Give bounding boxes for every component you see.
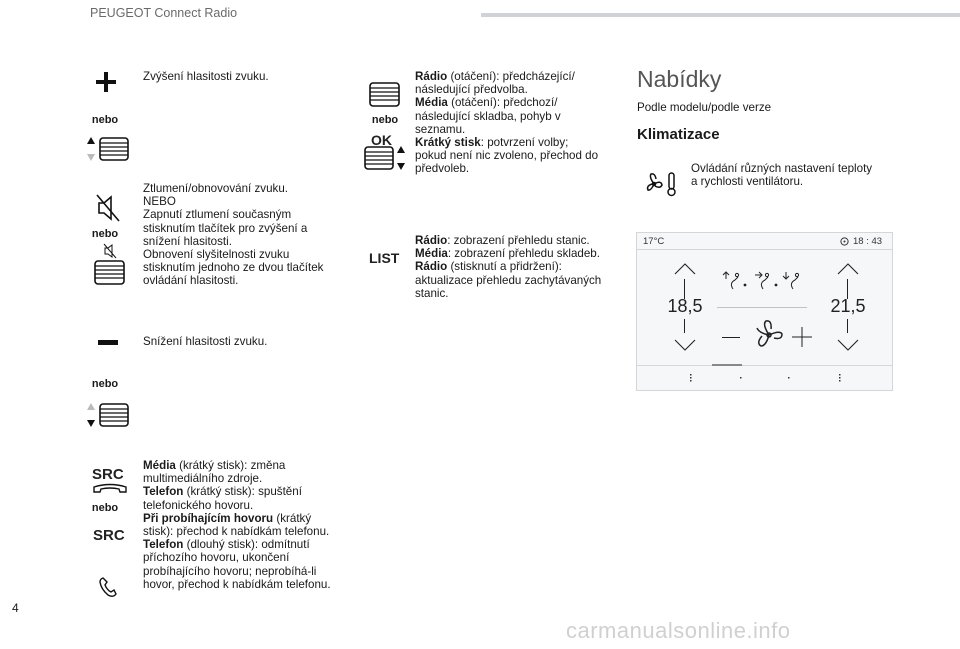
left-temp-tick-bottom: [684, 319, 685, 333]
climate-icon: [645, 171, 683, 197]
bottom-toolbar-icons[interactable]: [687, 373, 847, 383]
src-text: Média (krátký stisk): změna multimediálního zdroje. Telefon (krátký stisk): spuštění telefonického hovoru. Při probíhajícím hovoru (krátký stisk): přechod k nabídkám telefonu. Telefon (dlouhý stisk): odmítnutí příchozího hovoru, ukončení probíhajícího hovoru; neprobíhá-li hovor, přechod k nabídkám telefonu.: [143, 459, 331, 591]
right-temp-tick-bottom: [847, 319, 848, 333]
plus-icon: [96, 72, 116, 92]
subsection-title: Klimatizace: [637, 126, 720, 143]
list-text: Rádio: zobrazení přehledu stanic. Média: zobrazení přehledu skladeb. Rádio (stisknutí a přidržení): aktualizace přehledu zachytávaných stanic.: [415, 234, 602, 300]
right-temperature: 21,5: [830, 296, 866, 316]
radio-text: Rádio (otáčení): předcházející/ následující předvolba. Média (otáčení): předchozí/ následující skladba, pohyb v seznamu. Krátký stisk: potvrzení volby; pokud není nic zvoleno, přechod do předvoleb.: [415, 70, 599, 176]
left-temp-down-chevron[interactable]: [674, 339, 696, 351]
right-temp-up-chevron[interactable]: [837, 263, 859, 275]
nebo-label: nebo: [91, 114, 119, 126]
list-label: LIST: [369, 250, 400, 266]
fan-increase-button[interactable]: [792, 327, 812, 347]
section-title: Nabídky: [637, 66, 722, 92]
volume-wheel-down-icon: [88, 403, 130, 429]
minus-icon: [98, 340, 118, 346]
left-temperature: 18,5: [667, 296, 703, 316]
mute-text: Ztlumení/obnovování zvuku. NEBO Zapnutí ztlumení současným stisknutím tlačítek pro zvýšení a snížení hlasitosti. Obnovení slyšitelnosti zvuku stisknutím jednoho ze dvou tlačítek ovládání hlasitosti.: [143, 182, 324, 288]
climate-screen: [636, 232, 893, 391]
src-label: SRC: [92, 466, 124, 483]
nebo-label: nebo: [371, 114, 399, 126]
nebo-label: nebo: [91, 378, 119, 390]
divider: [717, 307, 807, 308]
section-subtitle: Podle modelu/podle verze: [637, 101, 772, 114]
right-temp-down-chevron[interactable]: [837, 339, 859, 351]
volume-wheel-icon: [94, 260, 126, 286]
nebo-label: nebo: [91, 228, 119, 240]
active-tab-indicator: [712, 364, 742, 366]
volume-down-text: Snížení hlasitosti zvuku.: [143, 335, 268, 348]
fan-icon: [754, 320, 784, 350]
ok-label: OK: [371, 132, 392, 148]
small-mute-icon: [104, 244, 116, 258]
climate-text: Ovládání různých nastavení teploty a rychlosti ventilátoru.: [691, 162, 873, 189]
volume-wheel-up-icon: [88, 137, 130, 163]
clock-icon: [840, 237, 849, 246]
fan-decrease-button[interactable]: [722, 337, 740, 338]
left-temp-up-chevron[interactable]: [674, 263, 696, 275]
toolbar-divider: [637, 365, 892, 366]
nebo-label: nebo: [91, 502, 119, 514]
air-distribution-icons[interactable]: [723, 271, 811, 291]
phone-handset-icon: [92, 484, 128, 496]
page-number: 4: [12, 601, 19, 615]
tuning-wheel-arrows-icon: [364, 146, 406, 172]
speaker-mute-icon: [97, 195, 119, 221]
tuning-wheel-icon: [369, 82, 401, 108]
outside-temperature: 17°C: [643, 236, 665, 247]
watermark: carmanualsonline.info: [566, 618, 791, 643]
volume-up-text: Zvýšení hlasitosti zvuku.: [143, 70, 269, 83]
clock: 18 : 43: [853, 236, 883, 247]
header-rule: [481, 13, 960, 17]
phone-call-icon: [99, 576, 117, 598]
src-label: SRC: [93, 527, 125, 544]
manual-header: PEUGEOT Connect Radio: [90, 6, 238, 20]
